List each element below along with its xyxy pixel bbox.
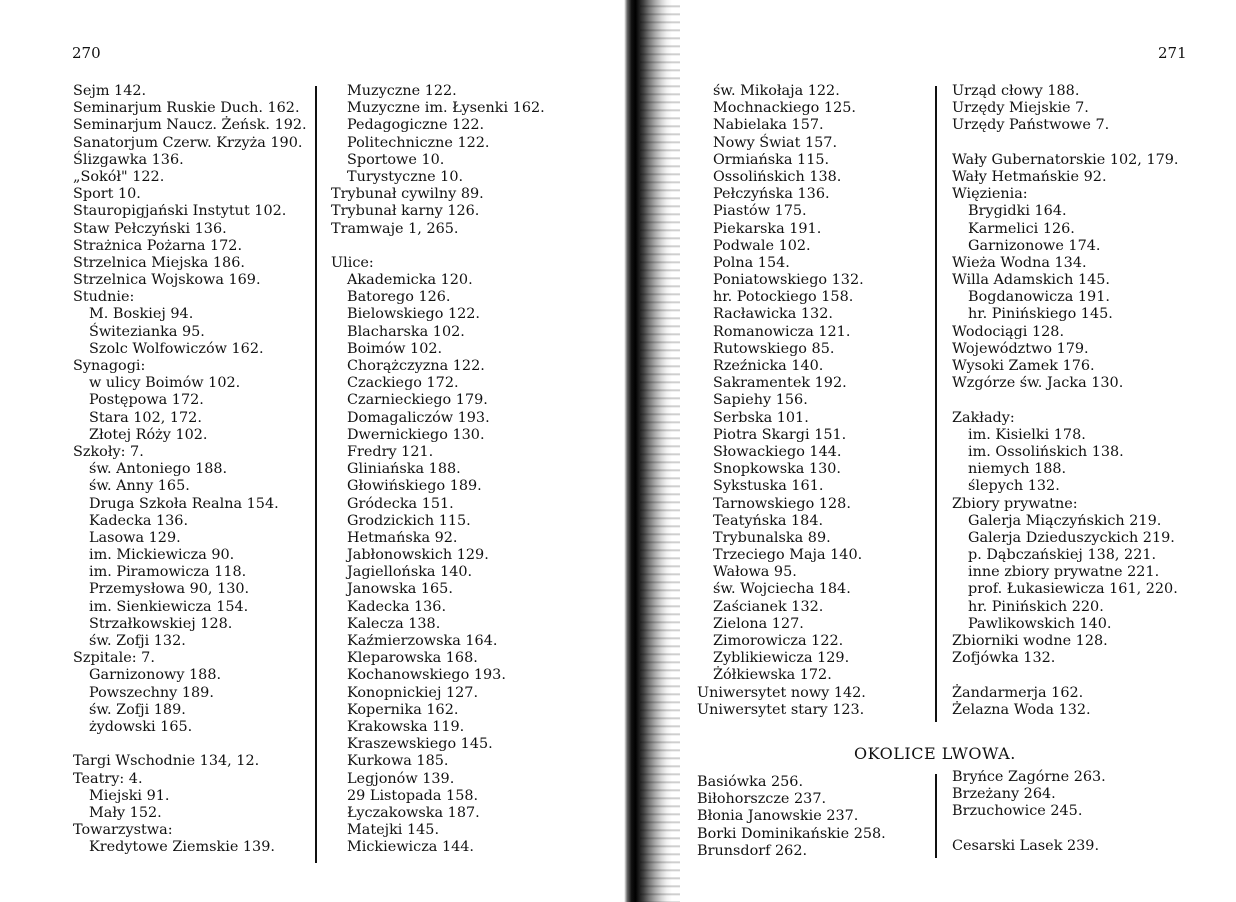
index-entry: Błonia Janowskie 237. — [697, 808, 859, 825]
index-entry: Seminarjum Ruskie Duch. 162. — [73, 100, 300, 117]
index-entry: Kadecka 136. — [89, 512, 189, 529]
index-entry: im. Sienkiewicza 154. — [89, 598, 249, 615]
index-entry: Targi Wschodnie 134, 12. — [73, 753, 260, 770]
index-entry: Akademicka 120. — [347, 272, 473, 289]
index-entry: Zielona 127. — [713, 615, 804, 632]
index-entry: Nabielaka 157. — [713, 117, 824, 134]
index-entry: Studnie: — [73, 289, 135, 306]
index-entry: Batorego 126. — [347, 289, 451, 306]
index-entry: Rutowskiego 85. — [713, 340, 835, 357]
index-entry: Trybunał cywilny 89. — [331, 186, 484, 203]
index-entry: Miejski 91. — [89, 787, 170, 804]
index-entry: Teatyńska 184. — [713, 512, 824, 529]
index-entry: p. Dąbczańskiej 138, 221. — [968, 547, 1157, 564]
index-entry: Racławicka 132. — [713, 306, 833, 323]
index-entry: Wałowa 95. — [713, 564, 797, 581]
index-entry: Pawlikowskich 140. — [968, 615, 1112, 632]
index-entry: św. Antoniego 188. — [89, 461, 228, 478]
index-entry: w ulicy Boimów 102. — [89, 375, 241, 392]
index-entry: M. Boskiej 94. — [89, 306, 194, 323]
index-entry: Wieża Wodna 134. — [952, 254, 1087, 271]
index-entry: Powszechny 189. — [89, 684, 214, 701]
index-column-4 — [952, 83, 1179, 719]
right-page-number: 271 — [1158, 44, 1187, 62]
index-entry: Sapiehy 156. — [713, 392, 808, 409]
index-entry: Sakramentek 192. — [713, 375, 847, 392]
index-column-3 — [697, 83, 866, 719]
index-entry: św. Mikołaja 122. — [713, 83, 840, 99]
index-entry: Seminarjum Naucz. Żeńsk. 192. — [73, 117, 307, 134]
index-entry: Czackiego 172. — [347, 375, 459, 392]
index-entry: Urząd cłowy 188. — [952, 83, 1080, 99]
index-entry: Matejki 145. — [347, 822, 440, 839]
index-entry: Mochnackiego 125. — [713, 100, 856, 117]
blank-line — [952, 821, 1106, 838]
index-entry: Kredytowe Ziemskie 139. — [89, 839, 275, 856]
index-entry: Zimorowicza 122. — [713, 633, 844, 649]
index-entry: Jagiellońska 140. — [347, 564, 473, 581]
index-entry: Polna 154. — [713, 254, 790, 271]
index-entry: Tarnowskiego 128. — [713, 495, 851, 512]
index-entry: Karmelici 126. — [968, 220, 1075, 237]
index-entry: Bielowskiego 122. — [347, 306, 480, 323]
index-column-1 — [73, 83, 307, 856]
okolice-column-1 — [697, 774, 886, 860]
index-entry: Strzelnica Miejska 186. — [73, 254, 245, 271]
index-entry: Tramwaje 1, 265. — [331, 220, 459, 237]
index-entry: Gródecka 151. — [347, 495, 454, 512]
index-entry: Mały 152. — [89, 804, 162, 821]
index-entry: Szkoły: 7. — [73, 443, 144, 460]
index-entry: Uniwersytet stary 123. — [697, 701, 865, 718]
index-entry: Pedagogiczne 122. — [347, 117, 485, 134]
okolice-heading: OKOLICE LWOWA. — [854, 744, 1016, 763]
index-entry: Wały Gubernatorskie 102, 179. — [952, 151, 1179, 168]
index-entry: Basiówka 256. — [697, 774, 804, 790]
index-entry: Sportowe 10. — [347, 151, 445, 168]
index-entry: Trybunalska 89. — [713, 529, 831, 546]
index-entry: Kochanowskiego 193. — [347, 667, 506, 684]
index-entry: Cesarski Lasek 239. — [952, 837, 1100, 854]
index-entry: Zaścianek 132. — [713, 598, 824, 615]
index-entry: Synagogi: — [73, 358, 146, 374]
index-entry: Piekarska 191. — [713, 220, 822, 237]
index-entry: Szpitale: 7. — [73, 650, 155, 667]
index-entry: im. Kisielki 178. — [968, 426, 1086, 443]
index-entry: Chorążczyzna 122. — [347, 358, 485, 374]
index-entry: Stauropigjański Instytut 102. — [73, 203, 287, 220]
index-entry: im. Mickiewicza 90. — [89, 547, 235, 564]
index-entry: Piotra Skargi 151. — [713, 426, 847, 443]
index-entry: im. Piramowicza 118. — [89, 564, 247, 581]
index-entry: Kraszewskiego 145. — [347, 736, 493, 753]
index-entry: Świtezianka 95. — [89, 323, 205, 340]
index-entry: Ormiańska 115. — [713, 151, 830, 168]
index-entry: Politechniczne 122. — [347, 134, 490, 151]
index-entry: Sejm 142. — [73, 83, 147, 99]
index-entry: niemych 188. — [968, 461, 1067, 478]
index-entry: Kopernika 162. — [347, 701, 459, 718]
index-entry: Sanatorjum Czerw. Krzyża 190. — [73, 134, 303, 151]
left-page-number: 270 — [72, 44, 101, 62]
index-entry: „Sokół" 122. — [73, 168, 165, 185]
index-entry: Żelazna Woda 132. — [952, 701, 1091, 718]
blank-line — [952, 392, 1179, 409]
index-entry: Staw Pełczyński 136. — [73, 220, 227, 237]
index-column-2 — [331, 83, 545, 856]
index-entry: Legjonów 139. — [347, 770, 455, 787]
index-entry: Romanowicza 121. — [713, 323, 851, 340]
index-entry: żydowski 165. — [89, 718, 193, 735]
index-entry: Wysoki Zamek 176. — [952, 358, 1095, 374]
index-entry: Brygidki 164. — [968, 203, 1067, 220]
index-entry: Blacharska 102. — [347, 323, 465, 340]
index-entry: Gliniańska 188. — [347, 461, 461, 478]
index-entry: Muzyczne im. Łysenki 162. — [347, 100, 545, 117]
index-entry: 29 Listopada 158. — [347, 787, 479, 804]
index-entry: Strzałkowskiej 128. — [89, 615, 233, 632]
index-entry: Poniatowskiego 132. — [713, 272, 864, 289]
index-entry: Więzienia: — [952, 186, 1028, 203]
index-entry: Konopnickiej 127. — [347, 684, 479, 701]
okolice-divider — [935, 774, 937, 858]
index-entry: Brunsdorf 262. — [697, 842, 808, 859]
index-entry: Kadecka 136. — [347, 598, 447, 615]
index-entry: Zbiory prywatne: — [952, 495, 1078, 512]
index-entry: Wały Hetmańskie 92. — [952, 168, 1107, 185]
index-entry: Kalecza 138. — [347, 615, 441, 632]
index-entry: Ossolińskich 138. — [713, 168, 842, 185]
index-entry: Kleparowska 168. — [347, 650, 478, 667]
index-entry: Zbiorniki wodne 128. — [952, 633, 1108, 649]
blank-line — [952, 667, 1179, 684]
index-entry: Rzeźnicka 140. — [713, 358, 824, 374]
blank-line — [331, 238, 545, 255]
index-entry: Strzelnica Wojskowa 169. — [73, 272, 261, 289]
index-entry: św. Zofji 189. — [89, 701, 186, 718]
index-entry: Janowska 165. — [347, 581, 453, 598]
index-entry: Ulice: — [331, 254, 374, 271]
index-entry: inne zbiory prywatne 221. — [968, 564, 1160, 581]
index-entry: hr. Pinińskich 220. — [968, 598, 1104, 615]
index-entry: Czarnieckiego 179. — [347, 392, 488, 409]
index-entry: Trybunał karny 126. — [331, 203, 480, 220]
index-entry: Postępowa 172. — [89, 392, 204, 409]
index-entry: Boimów 102. — [347, 340, 443, 357]
index-entry: Lasowa 129. — [89, 529, 181, 546]
index-entry: Bogdanowicza 191. — [968, 289, 1110, 306]
index-entry: Garnizonowe 174. — [968, 237, 1101, 254]
index-entry: ślepych 132. — [968, 478, 1060, 495]
index-entry: Hetmańska 92. — [347, 529, 458, 546]
index-entry: Głowińskiego 189. — [347, 478, 482, 495]
index-entry: Zakłady: — [952, 409, 1015, 426]
index-entry: Jabłonowskich 129. — [347, 547, 489, 564]
index-entry: Brzuchowice 245. — [952, 803, 1083, 820]
index-entry: Wzgórze św. Jacka 130. — [952, 375, 1124, 392]
index-entry: św. Wojciecha 184. — [713, 581, 851, 598]
index-entry: św. Zofji 132. — [89, 633, 186, 649]
index-entry: Galerja Dzieduszyckich 219. — [968, 529, 1175, 546]
index-entry: hr. Pinińskiego 145. — [968, 306, 1113, 323]
index-entry: Galerja Miączyńskich 219. — [968, 512, 1162, 529]
column-divider-left — [315, 86, 317, 863]
index-entry: Kurkowa 185. — [347, 753, 449, 770]
index-entry: Wodociągi 128. — [952, 323, 1065, 340]
index-entry: Zofjówka 132. — [952, 650, 1056, 667]
index-entry: Ślizgawka 136. — [73, 151, 184, 168]
book-gutter-texture — [640, 0, 680, 902]
index-entry: Willa Adamskich 145. — [952, 272, 1110, 289]
index-entry: Borki Dominikańskie 258. — [697, 825, 886, 842]
index-entry: hr. Potockiego 158. — [713, 289, 854, 306]
index-entry: Sykstuska 161. — [713, 478, 824, 495]
index-entry: Piastów 175. — [713, 203, 807, 220]
index-entry: Kaźmierzowska 164. — [347, 633, 498, 649]
index-entry: Stara 102, 172. — [89, 409, 202, 426]
index-entry: Urzędy Państwowe 7. — [952, 117, 1110, 134]
index-entry: Turystyczne 10. — [347, 168, 464, 185]
blank-line — [952, 135, 1179, 152]
index-entry: Uniwersytet nowy 142. — [697, 684, 866, 701]
index-entry: Słowackiego 144. — [713, 443, 842, 460]
index-entry: św. Anny 165. — [89, 478, 190, 495]
index-entry: prof. Łukasiewicza 161, 220. — [968, 581, 1178, 598]
index-entry: Garnizonowy 188. — [89, 667, 222, 684]
okolice-column-2 — [952, 769, 1106, 855]
index-entry: Towarzystwa: — [73, 822, 173, 839]
index-entry: Sport 10. — [73, 186, 141, 203]
index-entry: Krakowska 119. — [347, 718, 465, 735]
blank-line — [73, 736, 307, 753]
index-entry: Snopkowska 130. — [713, 461, 842, 478]
index-entry: im. Ossolińskich 138. — [968, 443, 1124, 460]
index-entry: Biłohorszcze 237. — [697, 791, 827, 808]
index-entry: Strażnica Pożarna 172. — [73, 237, 243, 254]
index-entry: Podwale 102. — [713, 237, 811, 254]
index-entry: Województwo 179. — [952, 340, 1089, 357]
index-entry: Łyczakowska 187. — [347, 804, 480, 821]
index-entry: Mickiewicza 144. — [347, 839, 474, 856]
index-entry: Trzeciego Maja 140. — [713, 547, 863, 564]
index-entry: Brzeżany 264. — [952, 786, 1056, 803]
index-entry: Nowy Świat 157. — [713, 134, 838, 151]
index-entry: Przemysłowa 90, 130. — [89, 581, 250, 598]
index-entry: Serbska 101. — [713, 409, 809, 426]
index-entry: Szolc Wolfowiczów 162. — [89, 340, 264, 357]
index-entry: Teatry: 4. — [73, 770, 143, 787]
index-entry: Pełczyńska 136. — [713, 186, 830, 203]
index-entry: Muzyczne 122. — [347, 83, 457, 99]
index-entry: Żółkiewska 172. — [713, 667, 832, 684]
index-entry: Zyblikiewicza 129. — [713, 650, 850, 667]
column-divider-right — [935, 86, 937, 722]
index-entry: Druga Szkoła Realna 154. — [89, 495, 279, 512]
index-entry: Grodzickich 115. — [347, 512, 471, 529]
index-entry: Fredry 121. — [347, 443, 434, 460]
index-entry: Żandarmerja 162. — [952, 684, 1084, 701]
index-entry: Złotej Róży 102. — [89, 426, 208, 443]
index-entry: Bryńce Zagórne 263. — [952, 769, 1106, 785]
index-entry: Domagaliczów 193. — [347, 409, 490, 426]
index-entry: Urzędy Miejskie 7. — [952, 100, 1089, 117]
index-entry: Dwernickiego 130. — [347, 426, 485, 443]
